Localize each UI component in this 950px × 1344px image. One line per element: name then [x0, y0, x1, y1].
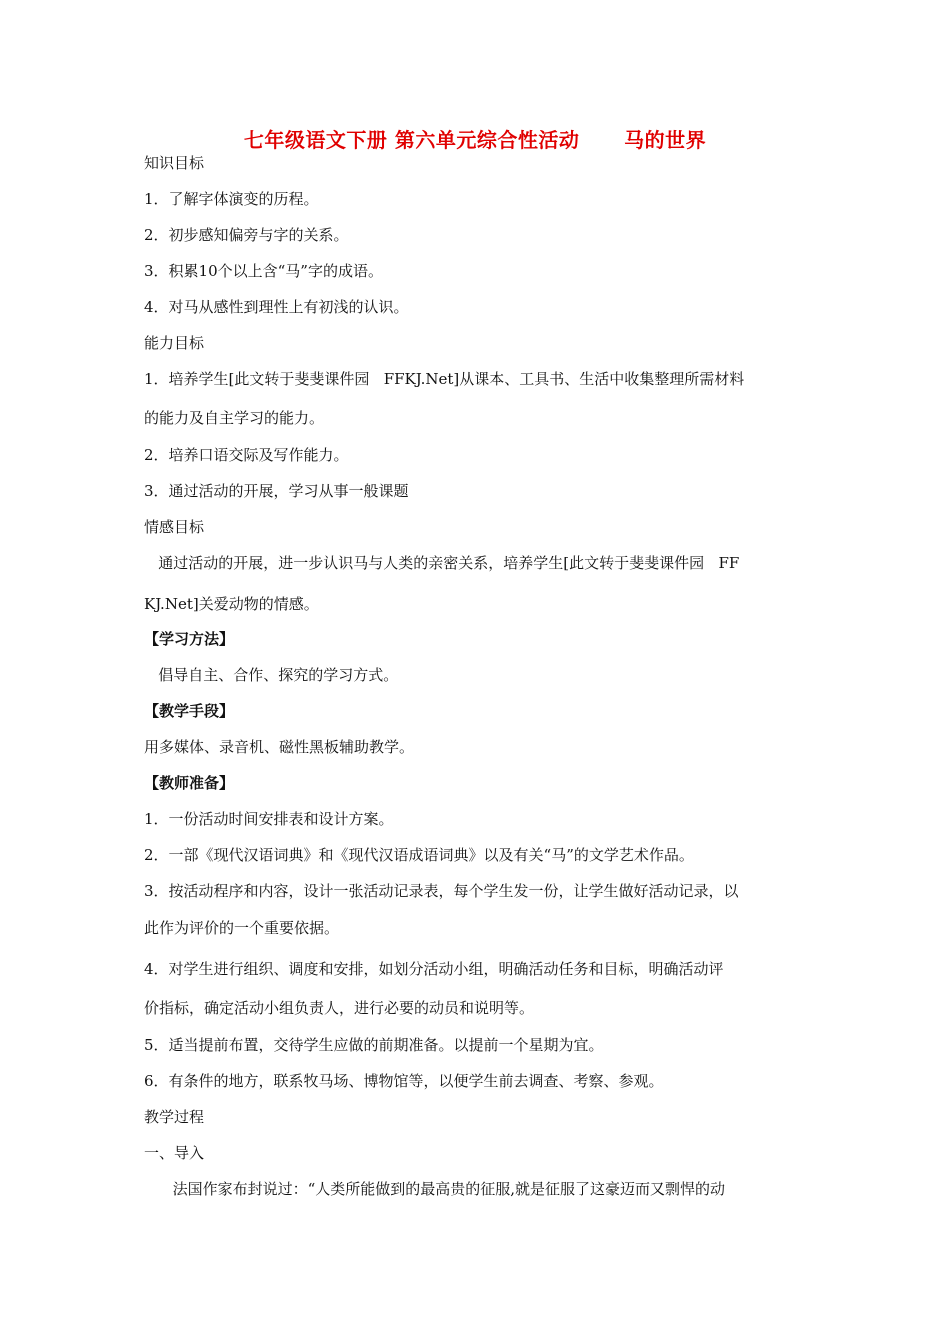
section-heading-knowledge: 知识目标 [144, 154, 205, 172]
section-heading-method: 【学习方法】 [144, 630, 235, 648]
paragraph: KJ.Net]关爱动物的情感。 [144, 595, 319, 613]
paragraph: 通过活动的开展，进一步认识马与人类的亲密关系，培养学生[此文转于斐斐课件园 FF [144, 554, 740, 572]
section-heading-means: 【教学手段】 [144, 702, 235, 720]
paragraph: 1．培养学生[此文转于斐斐课件园 FFKJ.Net]从课本、工具书、生活中收集整理所需材料 [144, 370, 745, 388]
document-title: 七年级语文下册 第六单元综合性活动 马的世界 [243, 128, 707, 152]
paragraph: 5．适当提前布置，交待学生应做的前期准备。以提前一个星期为宜。 [144, 1036, 604, 1054]
section-heading-emotion: 情感目标 [144, 518, 205, 536]
paragraph: 的能力及自主学习的能力。 [144, 409, 325, 427]
paragraph: 4．对马从感性到理性上有初浅的认识。 [144, 298, 409, 316]
paragraph: 6．有条件的地方，联系牧马场、博物馆等，以便学生前去调查、考察、参观。 [144, 1072, 664, 1090]
paragraph: 2．初步感知偏旁与字的关系。 [144, 226, 349, 244]
paragraph: 3．通过活动的开展，学习从事一般课题 [144, 482, 409, 500]
paragraph: 此作为评价的一个重要依据。 [144, 919, 340, 937]
paragraph: 价指标，确定活动小组负责人，进行必要的动员和说明等。 [144, 999, 535, 1017]
section-heading-preparation: 【教师准备】 [144, 774, 235, 792]
paragraph: 3．积累10个以上含“马”字的成语。 [144, 262, 383, 280]
paragraph: 用多媒体、录音机、磁性黑板辅助教学。 [144, 738, 415, 756]
section-heading-process: 教学过程 [144, 1108, 205, 1126]
paragraph: 4．对学生进行组织、调度和安排，如划分活动小组，明确活动任务和目标，明确活动评 [144, 960, 724, 978]
paragraph: 倡导自主、合作、探究的学习方式。 [144, 666, 399, 684]
paragraph: 2．一部《现代汉语词典》和《现代汉语成语词典》以及有关“马”的文学艺术作品。 [144, 846, 694, 864]
paragraph: 一、导入 [144, 1144, 205, 1162]
paragraph: 1．了解字体演变的历程。 [144, 190, 319, 208]
paragraph: 3．按活动程序和内容，设计一张活动记录表，每个学生发一份，让学生做好活动记录，以 [144, 882, 739, 900]
paragraph: 2．培养口语交际及写作能力。 [144, 446, 349, 464]
paragraph: 1．一份活动时间安排表和设计方案。 [144, 810, 394, 828]
paragraph: 法国作家布封说过：“人类所能做到的最高贵的征服,就是征服了这豪迈而又剽悍的动 [144, 1180, 726, 1198]
section-heading-ability: 能力目标 [144, 334, 205, 352]
